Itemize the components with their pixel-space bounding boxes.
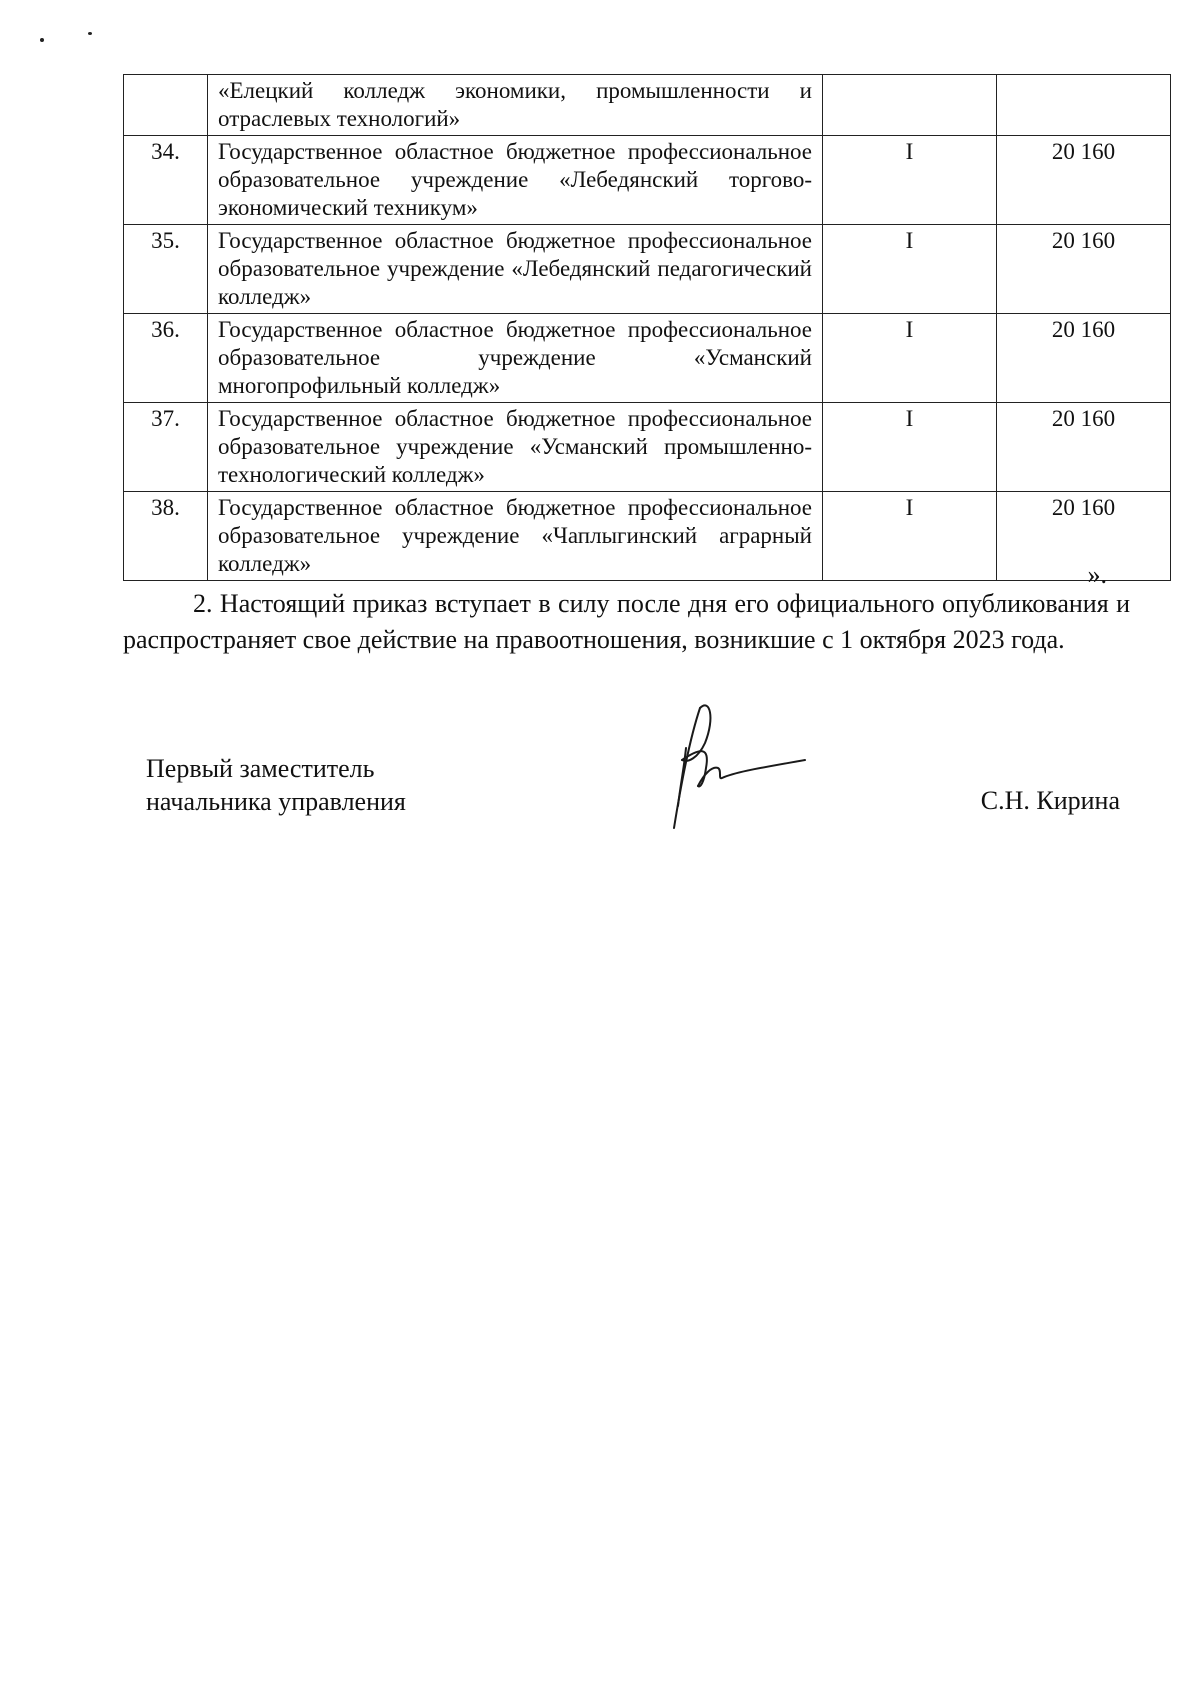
signatory-name: С.Н. Кирина — [980, 786, 1120, 815]
amount-cell: 20 160 — [997, 136, 1171, 225]
scan-speck — [88, 32, 92, 35]
order-paragraph-2: 2. Настоящий приказ вступает в силу после дня его официального опубликования и распространяет свое действие на правоотношения, возникшие с 1 октября 2023 года. — [123, 589, 1130, 654]
table-row — [124, 136, 1171, 225]
row-number: 34. — [124, 136, 208, 225]
handwritten-signature — [660, 688, 810, 838]
row-number: 36. — [124, 314, 208, 403]
category-cell: I — [823, 136, 997, 225]
category-cell: I — [823, 225, 997, 314]
row-number — [124, 75, 208, 136]
institution-name: Государственное областное бюджетное профессиональное образовательное учреждение «Чаплыгинский аграрный колледж» — [208, 492, 823, 581]
closing-quote: ». — [1087, 560, 1107, 589]
amount-cell: 20 160 — [997, 403, 1171, 492]
amount-cell — [997, 75, 1171, 136]
signatory-title-line-2: начальника управления — [146, 787, 406, 816]
amount-cell: 20 160 — [997, 314, 1171, 403]
institution-name: Государственное областное бюджетное профессиональное образовательное учреждение «Усманский промышленно-технологический колледж» — [208, 403, 823, 492]
table-row — [124, 225, 1171, 314]
institution-name: Государственное областное бюджетное профессиональное образовательное учреждение «Лебедянский педагогический колледж» — [208, 225, 823, 314]
category-cell — [823, 75, 997, 136]
institutions-table — [123, 74, 1171, 581]
category-cell: I — [823, 403, 997, 492]
row-number: 37. — [124, 403, 208, 492]
institution-name: «Елецкий колледж экономики, промышленности и отраслевых технологий» — [208, 75, 823, 136]
category-cell: I — [823, 314, 997, 403]
table-row — [124, 403, 1171, 492]
scan-speck — [40, 38, 44, 42]
category-cell: I — [823, 492, 997, 581]
signatory-title — [146, 752, 406, 818]
institution-name: Государственное областное бюджетное профессиональное образовательное учреждение «Усманский многопрофильный колледж» — [208, 314, 823, 403]
amount-cell: 20 160 — [997, 492, 1171, 581]
table-row — [124, 314, 1171, 403]
row-number: 35. — [124, 225, 208, 314]
signatory-title-line-1: Первый заместитель — [146, 754, 375, 783]
institution-name: Государственное областное бюджетное профессиональное образовательное учреждение «Лебедянский торгово-экономический техникум» — [208, 136, 823, 225]
row-number: 38. — [124, 492, 208, 581]
table-row — [124, 492, 1171, 581]
table-row — [124, 75, 1171, 136]
amount-cell: 20 160 — [997, 225, 1171, 314]
